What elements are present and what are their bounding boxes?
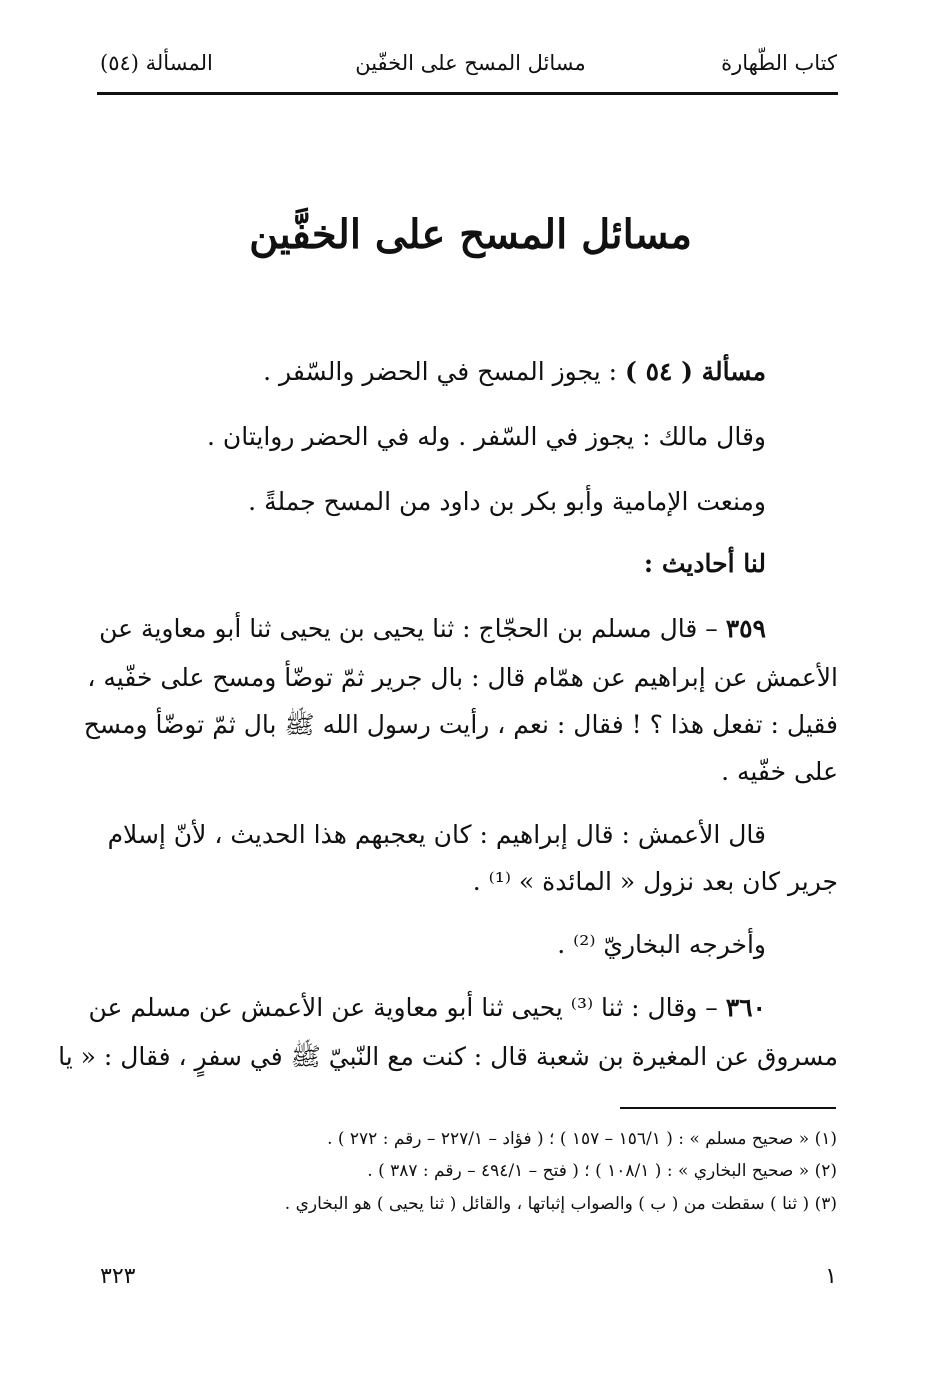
- hadith-359-number: ٣٥٩: [725, 614, 766, 643]
- header-rule: [97, 92, 838, 95]
- chapter-title: مسائل المسح على الخفَّين: [249, 211, 692, 258]
- imamiyya-opinion: ومنعت الإمامية وأبو بكر بن داود من المسح جملةً .: [248, 487, 766, 516]
- amash-comment-line-1: قال الأعمش : قال إبراهيم : كان يعجبهم هذا الحديث ، لأنّ إسلام: [107, 820, 766, 849]
- hadith-359-text: – قال مسلم بن الحجّاج : ثنا يحيى بن يحيى ثنا أبو معاوية عن: [99, 614, 726, 643]
- issue-ruling: : يجوز المسح في الحضر والسّفر .: [263, 357, 626, 386]
- volume-number: ١: [825, 1264, 837, 1289]
- evidence-heading: لنا أحاديث :: [643, 549, 766, 578]
- issue-label: مسألة ( ٥٤ ): [625, 357, 766, 386]
- footnote-rule: [620, 1107, 836, 1109]
- issue-statement: [263, 352, 766, 392]
- hadith-359-line-3: فقيل : تفعل هذا ؟ ! فقال : نعم ، رأيت رسول الله ﷺ بال ثمّ توضّأ ومسح: [83, 710, 838, 739]
- amash-comment-line-2: جرير كان بعد نزول « المائدة » ⁽¹⁾ .: [472, 867, 838, 896]
- bukhari-reference: وأخرجه البخاريّ ⁽²⁾ .: [557, 930, 766, 959]
- hadith-359-line-1: [99, 609, 766, 649]
- hadith-360-number: ٣٦٠: [725, 993, 766, 1022]
- running-header-issue: المسألة (٥٤): [100, 51, 213, 75]
- malik-opinion: وقال مالك : يجوز في السّفر . وله في الحضر روايتان .: [206, 422, 766, 451]
- footnote-3: (٣) ( ثنا ) سقطت من ( ب ) والصواب إثباتها ، والقائل ( ثنا يحيى ) هو البخاري .: [284, 1194, 837, 1214]
- running-header-chapter: مسائل المسح على الخفّين: [355, 51, 586, 75]
- hadith-360-line-1: [88, 988, 766, 1028]
- hadith-360-line-2: مسروق عن المغيرة بن شعبة قال : كنت مع النّبيّ ﷺ في سفرٍ ، فقال : « يا: [58, 1042, 838, 1071]
- running-header-book: كتاب الطّهارة: [721, 51, 837, 75]
- hadith-359-line-4: على خفّيه .: [721, 757, 838, 786]
- hadith-359-line-2: الأعمش عن إبراهيم عن همّام قال : بال جرير ثمّ توضّأ ومسح على خفّيه ،: [87, 663, 838, 692]
- footnote-2: (٢) « صحيح البخاري » : ( ١٠٨/١ ) ؛ ( فتح – ٤٩٤/١ – رقم : ٣٨٧ ) .: [367, 1161, 837, 1181]
- footnote-1: (١) « صحيح مسلم » : ( ١٥٦/١ – ١٥٧ ) ؛ ( فؤاد – ٢٢٧/١ – رقم : ٢٧٢ ) .: [327, 1129, 837, 1149]
- hadith-360-text: – وقال : ثنا ⁽³⁾ يحيى ثنا أبو معاوية عن الأعمش عن مسلم عن: [88, 993, 726, 1022]
- page-number: ٣٢٣: [100, 1264, 136, 1289]
